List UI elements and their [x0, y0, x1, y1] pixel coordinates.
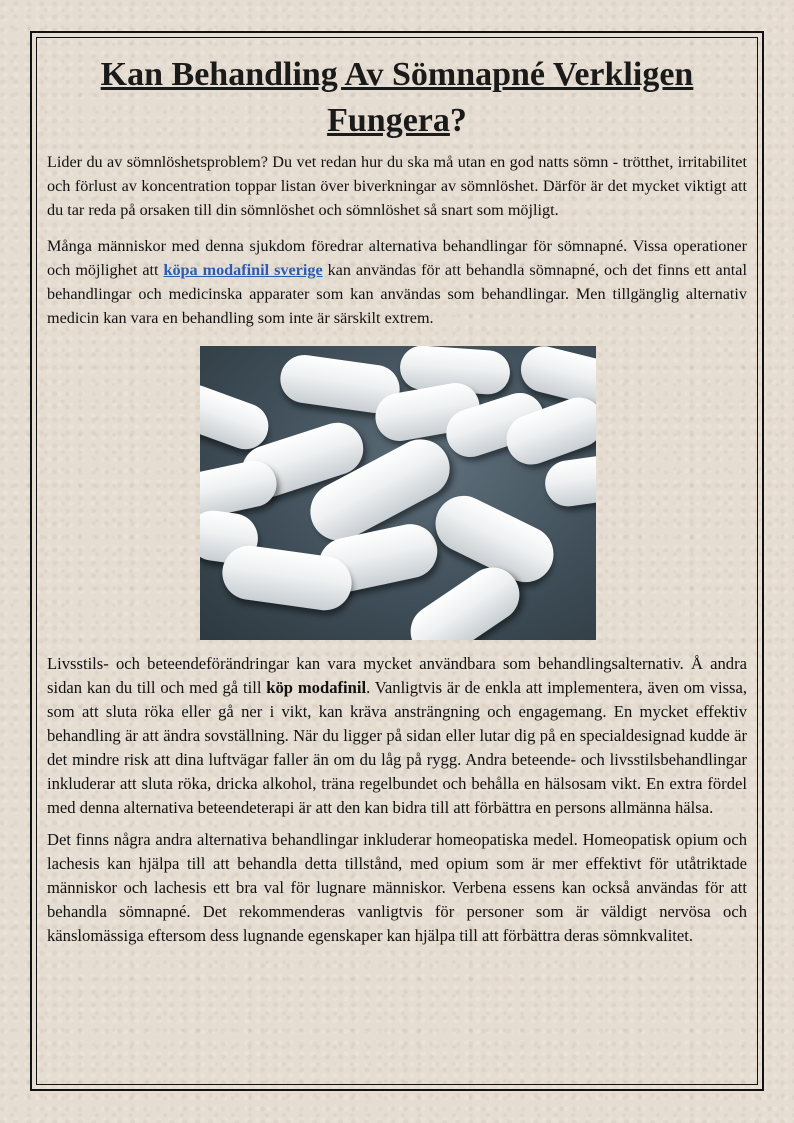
paragraph-4: Det finns några andra alternativa behandlingar inkluderar homeopatiska medel. Homeopatisk opium och lachesis kan hjälpa till att behandla detta tillstånd, med opium som är mer effektivt för utåtriktade människor och lachesis ett bra val för lugnare människor. Verbena essens kan också användas för att behandla sömnapné. Det rekommenderas vanligtvis för personer som är väldigt nervösa och känslomässiga eftersom dess lugnande egenskaper kan hjälpa till att förbättra deras sömnkvalitet.	[47, 830, 747, 945]
paragraph-2-text-a: Många människor med denna sjukdom föredrar alternativa behandlingar för sömnapné. Vissa operationer och möjlighet att	[47, 237, 747, 279]
paragraph-1: Lider du av sömnlöshetsproblem? Du vet redan hur du ska må utan en god natts sömn - trötthet, irritabilitet och förlust av koncentration toppar listan över biverkningar av sömnlöshet. Därför är det mycket viktigt att du tar reda på orsaken till din sömnlöshet och sömnlöshet så snart som möjligt.	[47, 153, 747, 219]
page-title-text: Kan Behandling Av Sömnapné Verkligen Fungera	[100, 56, 694, 139]
page-title-suffix: ?	[449, 102, 467, 139]
paragraph-3	[47, 652, 747, 820]
paragraph-3-text-a: Livsstils- och beteendeförändringar kan vara mycket användbara som behandlingsalternativ. Å andra sidan kan du till och med gå till	[47, 654, 747, 697]
article	[47, 52, 747, 948]
buy-modafinil-link[interactable]: köpa modafinil sverige	[163, 261, 323, 279]
pill	[542, 453, 596, 510]
paragraph-2-text-b: kan användas för att behandla sömnapné, och det finns ett antal behandlingar och medicinska apparater som kan användas som behandlingar. Men tillgänglig alternativ medicin kan vara en behandling som inte är särskilt extrem.	[47, 261, 747, 327]
paragraph-3-bold: köp modafinil	[266, 678, 367, 697]
pills-photo	[200, 346, 596, 640]
page-title	[47, 52, 747, 144]
paragraph-2	[47, 234, 747, 330]
paragraph-3-text-b: . Vanligtvis är de enkla att implementera, även om vissa, som att sluta röka eller gå ner i vikt, kan kräva ansträngning och engagemang. En mycket effektiv behandling är att ändra sovställning. När du ligger på sidan eller lutar dig på en specialdesignad kudde är det mindre risk att dina luftvägar faller än om du låg på rygg. Andra beteende- och livsstilsbehandlingar inkluderar att sluta röka, dricka alkohol, träna regelbundet och behålla en hälsosam vikt. En extra fördel med denna alternativa beteendeterapi är att den kan bidra till att förbättra en persons allmänna hälsa.	[47, 678, 747, 817]
